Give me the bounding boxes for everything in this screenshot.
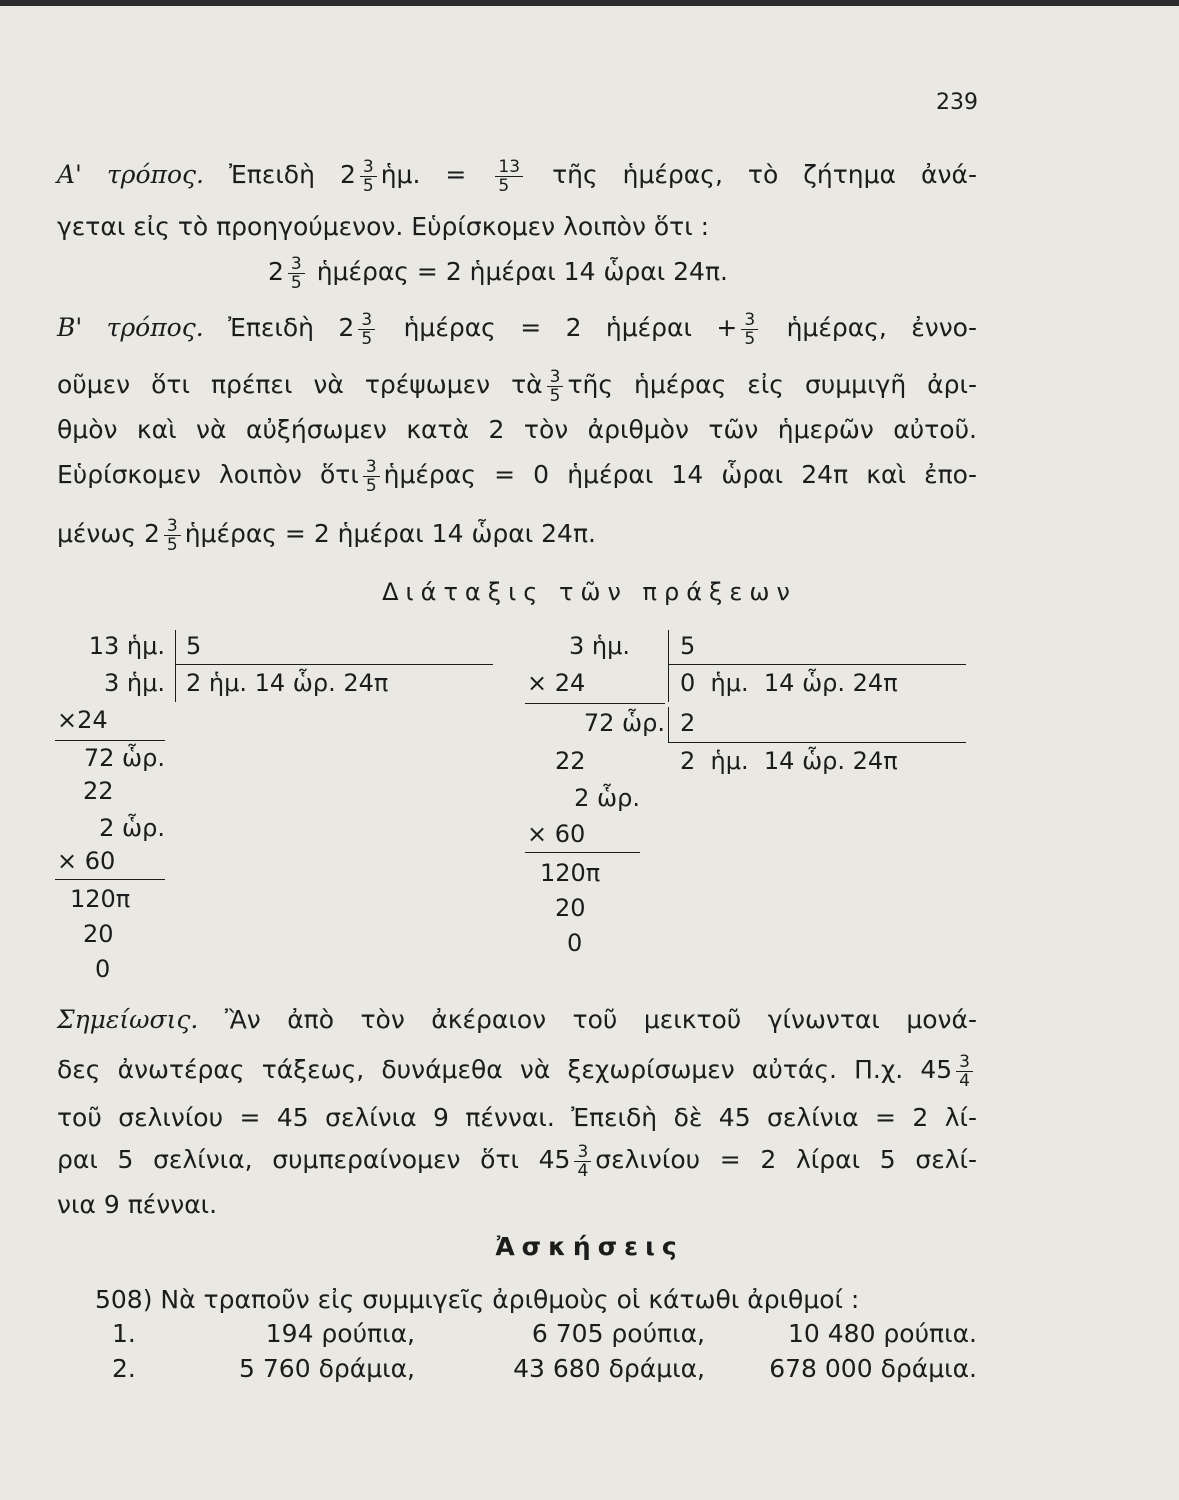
exercise-item-value: 194 ρούπια,: [265, 1319, 415, 1348]
exercise-item-value: 5 760 δράμια,: [239, 1354, 415, 1383]
exercise-item-value: 678 000 δράμια.: [769, 1354, 977, 1383]
calc-right-row: 0: [567, 929, 583, 957]
method-a-line-1: [57, 155, 977, 195]
fraction: $\frac{3}{5}$: [741, 311, 758, 348]
note-line-1: Σημείωσις. Ἂν ἀπὸ τὸν ἀκέραιον τοῦ μεικτοῦ γίνωνται μονά-: [57, 1005, 977, 1034]
calc-right-row: 20: [555, 894, 586, 922]
exercise-item-value: 6 705 ρούπια,: [531, 1319, 705, 1348]
method-b-line-3: θμὸν καὶ νὰ αὐξήσωμεν κατὰ 2 τὸν ἀριθμὸν τῶν ἡμερῶν αὐτοῦ.: [57, 415, 977, 444]
calc-right-quotient-2: 2 ἡμ. 14 ὧρ. 24π: [680, 747, 898, 775]
fraction: $\frac{3}{5}$: [164, 517, 181, 554]
page-number: 239: [936, 90, 978, 115]
exercise-item-value: 43 680 δράμια,: [513, 1354, 705, 1383]
calc-right-row: 72 ὧρ.: [583, 709, 665, 737]
method-b-line-5: μένως 2 $\frac{3}{5}$ ἡμέρας = 2 ἡμέραι 14 ὧραι 24π.: [57, 515, 596, 555]
exercise-item-value: 10 480 ρούπια.: [788, 1319, 977, 1348]
calc-left-row: × 60: [57, 847, 116, 875]
scan-top-edge: [0, 0, 1179, 6]
calc-left-row: 2 ὧρ.: [99, 814, 165, 842]
calc-left-row: 20: [83, 920, 114, 948]
exercise-item-number: 2.: [112, 1354, 136, 1383]
fraction: $\frac{3}{5}$: [363, 458, 380, 495]
calc-rule: [525, 703, 665, 704]
fraction: $\frac{3}{5}$: [358, 311, 375, 348]
method-a-line-2: γεται εἰς τὸ προηγούμενον. Εὑρίσκομεν λοιπὸν ὅτι :: [57, 212, 710, 241]
calc-right-divisor-2: 2: [680, 709, 696, 737]
calc-rule: [525, 852, 640, 853]
exercises-heading: Ἀσκήσεις: [495, 1232, 684, 1261]
calc-right-row: × 60: [527, 820, 586, 848]
fraction: $\frac{13}{5}$: [495, 158, 523, 195]
calc-right-row: 22: [555, 747, 586, 775]
layout-heading: Διάταξις τῶν πράξεων: [382, 578, 797, 606]
calc-rule: [668, 664, 966, 665]
division-bar: [668, 707, 669, 743]
method-b-line-1: Β' τρόπος. Ἐπειδὴ 2 $\frac{3}{5}$ ἡμέρας = 2 ἡμέραι + $\frac{3}{5}$ ἡμέρας, ἐννο-: [57, 309, 977, 349]
calc-left-row: 13 ἡμ.: [88, 632, 165, 660]
method-a-label: Α' τρόπος.: [57, 160, 204, 189]
calc-rule: [55, 879, 165, 880]
note-line-4: ραι 5 σελίνια, συμπεραίνομεν ὅτι 45 $\frac{3}{4}$ σελινίου = 2 λίραι 5 σελί-: [57, 1141, 977, 1181]
division-bar: [668, 630, 669, 702]
calc-left-row: 22: [83, 777, 114, 805]
text: τῆς ἡμέρας, τὸ ζήτημα ἀνά-: [552, 160, 977, 189]
method-b-line-2: οῦμεν ὅτι πρέπει νὰ τρέψωμεν τὰ $\frac{3}{5}$ τῆς ἡμέρας εἰς συμμιγῆ ἀρι-: [57, 366, 977, 406]
calc-right-row: 3 ἡμ.: [568, 632, 630, 660]
division-bar: [175, 630, 176, 702]
fraction: $\frac{3}{5}$: [360, 158, 377, 195]
calc-rule: [175, 664, 493, 665]
fraction: $\frac{3}{4}$: [956, 1053, 973, 1090]
text: Ἐπειδὴ 2: [229, 160, 356, 189]
exercise-item-number: 1.: [112, 1319, 136, 1348]
exercise-intro: 508) Νὰ τραποῦν εἰς συμμιγεῖς ἀριθμοὺς οἱ κάτωθι ἀριθμοί :: [95, 1285, 860, 1314]
calc-right-row: 120π: [540, 859, 601, 887]
calc-left-row: ×24: [57, 706, 108, 734]
text: ἡμ. =: [380, 160, 467, 189]
fraction: $\frac{3}{4}$: [574, 1143, 591, 1180]
note-label: Σημείωσις.: [57, 1005, 199, 1034]
calc-left-divisor: 5: [186, 632, 202, 660]
method-b-line-4: Εὑρίσκομεν λοιπὸν ὅτι $\frac{3}{5}$ ἡμέρας = 0 ἡμέραι 14 ὧραι 24π καὶ ἐπο-: [57, 456, 977, 496]
calc-rule: [668, 742, 966, 743]
calc-rule: [55, 740, 165, 741]
note-line-3: τοῦ σελινίου = 45 σελίνια 9 πένναι. Ἐπειδὴ δὲ 45 σελίνια = 2 λί-: [57, 1103, 977, 1132]
calc-right-row: × 24: [527, 669, 586, 697]
calc-left-row: 120π: [70, 885, 131, 913]
calc-left-quotient: 2 ἡμ. 14 ὧρ. 24π: [186, 669, 389, 697]
calc-left-row: 72 ὧρ.: [83, 744, 165, 772]
method-a-line-3: 2 $\frac{3}{5}$ ἡμέρας = 2 ἡμέραι 14 ὧραι 24π.: [268, 253, 728, 293]
fraction: $\frac{3}{5}$: [288, 255, 305, 292]
note-line-5: νια 9 πένναι.: [57, 1190, 218, 1219]
note-line-2: δες ἀνωτέρας τάξεως, δυνάμεθα νὰ ξεχωρίσωμεν αὐτάς. Π.χ. 45 $\frac{3}{4}$: [57, 1050, 977, 1090]
calc-right-quotient: 0 ἡμ. 14 ὧρ. 24π: [680, 669, 898, 697]
calc-right-divisor: 5: [680, 632, 696, 660]
calc-left-row: 3 ἡμ.: [103, 669, 165, 697]
calc-left-row: 0: [95, 955, 111, 983]
calc-right-row: 2 ὧρ.: [574, 784, 640, 812]
method-b-label: Β' τρόπος.: [57, 313, 204, 342]
fraction: $\frac{3}{5}$: [547, 368, 564, 405]
